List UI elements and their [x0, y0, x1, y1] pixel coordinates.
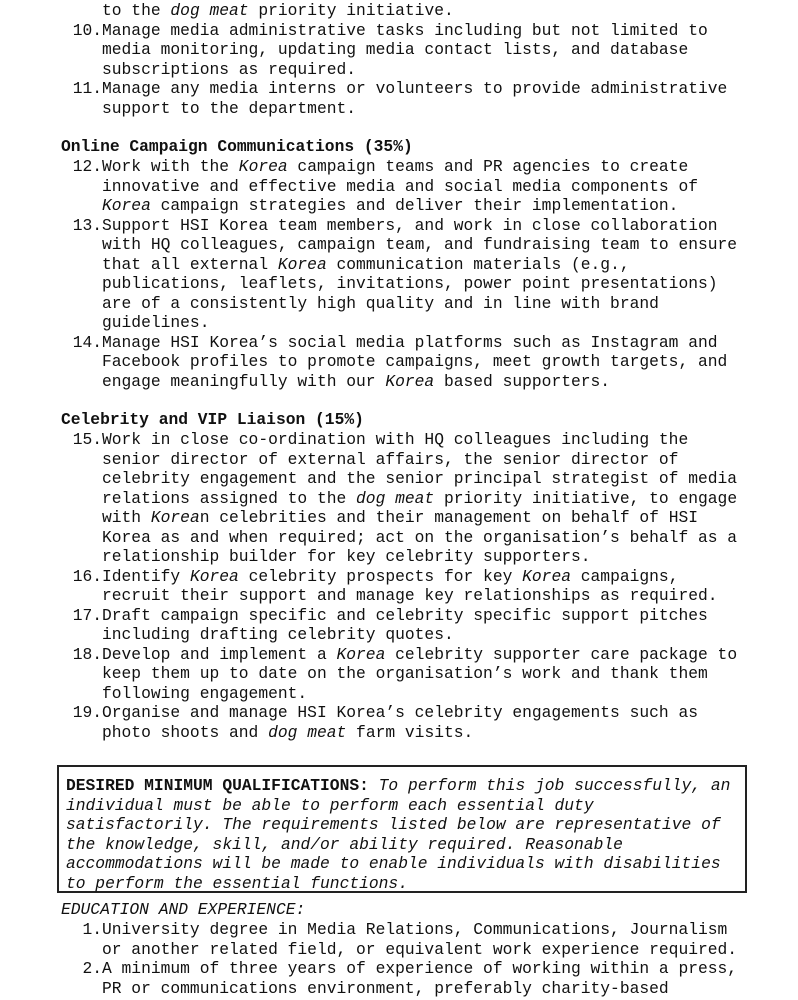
italic-term: Korea	[238, 157, 288, 176]
list-item	[0, 157, 798, 216]
italic-term: dog meat	[356, 488, 435, 508]
item-line	[102, 959, 798, 979]
italic-term: Korea	[277, 254, 327, 274]
line-text: University degree in Media Relations, Communications, Journalism	[102, 920, 728, 939]
qualifications-label: DESIRED MINIMUM QUALIFICATIONS:	[66, 776, 369, 795]
line-text: that all external	[102, 254, 278, 274]
item-line	[102, 177, 798, 197]
item-number: 17.	[72, 605, 102, 625]
line-text: support to the department.	[102, 98, 357, 118]
line-text: Manage media administrative tasks including but not limited to	[102, 20, 708, 40]
line-text: Manage HSI Korea’s social media platforms such as Instagram and	[102, 332, 718, 352]
list-item	[0, 606, 798, 645]
item-line	[102, 547, 798, 567]
list-item	[0, 920, 798, 959]
list-item	[0, 703, 798, 742]
line-text: publications, leaflets, invitations, power point presentations)	[102, 274, 718, 293]
line-text: guidelines.	[102, 313, 210, 332]
line-text: keep them up to date on the organisation’s work and thank them	[102, 664, 708, 683]
item-line	[102, 21, 798, 41]
list-c	[0, 430, 798, 742]
line-text: Facebook profiles to promote campaigns, meet growth targets, and	[102, 352, 728, 371]
list-item	[0, 567, 798, 606]
line-text: subscriptions as required.	[102, 59, 357, 79]
qualifications-line: satisfactorily. The requirements listed below are representative of	[66, 815, 721, 834]
item-line	[102, 372, 798, 392]
item-number: 19.	[72, 703, 102, 722]
item-line	[102, 235, 798, 255]
item-line	[102, 664, 798, 684]
item-line	[102, 920, 798, 940]
line-text: Organise and manage HSI Korea’s celebrity engagements such as	[102, 703, 698, 722]
line-text: campaign strategies and deliver their implementation.	[150, 196, 679, 215]
list-item	[0, 79, 798, 118]
list-item	[0, 333, 798, 392]
item-line	[102, 430, 798, 450]
item-line	[102, 157, 798, 177]
line-text: priority initiative.	[248, 1, 454, 20]
line-text: farm visits.	[346, 722, 474, 742]
item-line	[102, 450, 798, 470]
list-b	[0, 157, 798, 391]
item-line	[102, 1, 798, 21]
italic-term: Korea	[385, 371, 435, 391]
italic-term: dog meat	[170, 1, 249, 20]
italic-term: Korea	[150, 508, 200, 527]
line-text: Draft campaign specific and celebrity specific support pitches	[102, 605, 708, 625]
line-text: Work in close co-ordination with HQ colleagues including the	[102, 430, 689, 449]
item-line	[102, 703, 798, 723]
item-number: 18.	[72, 644, 102, 664]
line-text: celebrity prospects for key	[238, 566, 523, 586]
line-text: celebrity engagement and the senior principal strategist of media	[102, 469, 738, 488]
list-item	[0, 645, 798, 704]
line-text: are of a consistently high quality and in line with brand	[102, 293, 659, 313]
line-text: priority initiative, to engage	[434, 488, 738, 508]
italic-term: Korea	[522, 566, 571, 586]
line-text: with HQ colleagues, campaign team, and fundraising team to ensure	[102, 235, 738, 254]
italic-term: Korea	[102, 196, 151, 215]
item-line	[102, 489, 798, 509]
item-line	[102, 625, 798, 645]
line-text: celebrity supporter care package to	[385, 644, 738, 664]
qualifications-line: accommodations will be made to enable individuals with disabilities	[66, 854, 721, 873]
item-number: 14.	[72, 332, 102, 352]
line-text: campaign teams and PR agencies to create	[287, 157, 689, 176]
list-item	[0, 959, 798, 998]
item-line	[102, 567, 798, 587]
list-item	[0, 21, 798, 80]
heading-online-campaign: Online Campaign Communications (35%)	[61, 137, 413, 156]
line-text: based supporters.	[434, 371, 611, 391]
item-line	[102, 40, 798, 60]
line-text: photo shoots and	[102, 722, 269, 742]
line-text: Work with the	[102, 157, 239, 176]
italic-term: dog meat	[268, 722, 347, 742]
item-line	[102, 333, 798, 353]
qualifications-first-line	[66, 776, 745, 796]
item-line	[102, 586, 798, 606]
line-text: innovative and effective media and social media components of	[102, 176, 698, 196]
item-line	[102, 469, 798, 489]
list-item	[0, 1, 798, 21]
qualifications-box	[57, 765, 747, 893]
line-text: senior director of external affairs, the senior director of	[102, 449, 679, 469]
item-line	[102, 60, 798, 80]
line-text: n celebrities and their management on behalf of HSI	[199, 508, 699, 527]
item-line	[102, 294, 798, 314]
line-text: Identify	[102, 566, 190, 586]
line-text: Korea as and when required; act on the organisation’s behalf as a	[102, 527, 738, 547]
item-line	[102, 216, 798, 236]
item-line	[102, 508, 798, 528]
item-line	[102, 196, 798, 216]
list-item	[0, 430, 798, 567]
line-text: relationship builder for key celebrity supporters.	[102, 547, 591, 566]
line-text: media monitoring, updating media contact lists, and database	[102, 40, 689, 59]
item-line	[102, 352, 798, 372]
item-number: 11.	[72, 79, 102, 98]
italic-term: Korea	[336, 644, 386, 664]
item-line	[102, 274, 798, 294]
item-number: 13.	[72, 215, 102, 235]
line-text: including drafting celebrity quotes.	[102, 625, 454, 644]
item-number: 12.	[72, 157, 102, 176]
heading-celebrity-liaison: Celebrity and VIP Liaison (15%)	[61, 410, 364, 429]
item-number: 10.	[72, 20, 102, 40]
item-number: 2.	[82, 959, 102, 978]
item-number: 15.	[72, 430, 102, 449]
list-a	[0, 1, 798, 118]
line-text: campaigns,	[571, 566, 679, 586]
list-item	[0, 216, 798, 333]
item-line	[102, 255, 798, 275]
item-line	[102, 645, 798, 665]
item-line	[102, 723, 798, 743]
line-text: communication materials (e.g.,	[326, 254, 630, 274]
line-text: Support HSI Korea team members, and work in close collaboration	[102, 215, 718, 235]
item-line	[102, 940, 798, 960]
italic-term: Korea	[189, 566, 239, 586]
line-text: engage meaningfully with our	[102, 371, 386, 391]
line-text: with	[102, 508, 151, 527]
line-text: to the	[102, 1, 171, 20]
item-line	[102, 606, 798, 626]
line-text: Manage any media interns or volunteers to provide administrative	[102, 79, 728, 98]
line-text: following engagement.	[102, 683, 308, 703]
item-line	[102, 313, 798, 333]
list-d	[0, 920, 798, 998]
item-line	[102, 79, 798, 99]
item-number: 1.	[82, 920, 102, 939]
item-line	[102, 979, 798, 999]
qualifications-line: individual must be able to perform each essential duty	[66, 795, 594, 815]
qualifications-first-line-text: To perform this job successfully, an	[368, 776, 731, 795]
line-text: A minimum of three years of experience of working within a press,	[102, 959, 738, 978]
qualifications-line: the knowledge, skill, and/or ability required. Reasonable	[66, 834, 623, 854]
item-line	[102, 528, 798, 548]
item-line	[102, 99, 798, 119]
line-text: or another related field, or equivalent work experience required.	[102, 939, 738, 959]
education-heading: EDUCATION AND EXPERIENCE:	[61, 900, 306, 919]
item-number: 16.	[72, 566, 102, 586]
line-text: Develop and implement a	[102, 644, 337, 664]
item-line	[102, 684, 798, 704]
line-text: recruit their support and manage key relationships as required.	[102, 586, 718, 605]
line-text: relations assigned to the	[102, 488, 357, 508]
line-text: PR or communications environment, preferably charity-based	[102, 978, 669, 998]
qualifications-line: to perform the essential functions.	[66, 873, 408, 893]
